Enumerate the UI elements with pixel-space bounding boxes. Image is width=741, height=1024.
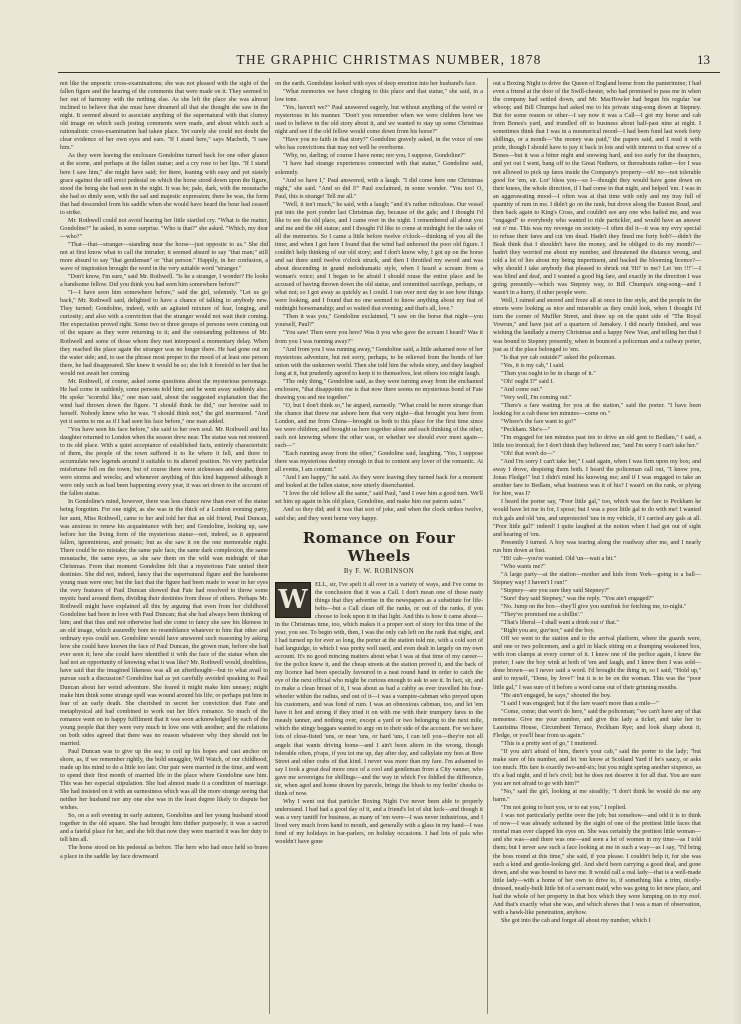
- paragraph: "Stepney—are you sure they said Stepney?": [501, 587, 610, 594]
- paragraph: And so they did; and it was that sort of joke, and when the clock strikes twelve, said she; and they went home very happy.: [275, 507, 483, 522]
- paragraph: Mr. Rothwell, of course, asked some questions about the mysterious personage. He had come in suddenly, some persons told him; and he went away suddenly also. He spoke "scornful like," one man said, about the suggested explanation that the wind had thrown down the figure. "I should think he did," our heroine said to herself. Nobody knew who he was. "I should think not," the girl murmured. "And yet it seems to me as if I had seen his face before," one man added.: [60, 378, 268, 425]
- paragraph: I was not particularly perlite over the job; but somehow—and odd it is to think of now—I was already softened by the sight of one of the prettiest little faces that mortal man ever clapped his eyes on. She was certainly the prettiest little woman—and she was—and there was one—and seen a lot of women in my time—as I told them; but I never saw such a face looking at me in such a way—as I say, "I'd bring the boss round at this time," she said, if you please. I couldn't help it, for she was such a kind and gentle-looking girl. And she'd been carrying a good deal, and gone down, and she was bound to have me. It would call a real lady—that is a well-made little lady—with a home of her own to drive to, if something like a trim, nicely-dressed, neatly-built little bit of a servant maid, who was going to let new place, and had the whole of her property in that box which they were lumping on to my roof. And that's exactly what she was, and which shows that I was a man of observation, with a hawk-like penetration, anyhow.: [493, 813, 701, 916]
- paragraph: "Come, come; that won't do here," said the policeman; "we can't have any of that nonsense. Give me your number, and give this lady a ticket, and take her to Lauristina House, Circumbent Terrace, Peckham Rye; and look sharp about it, Fledge, or you'll hear from us again.": [493, 708, 701, 739]
- paragraph: "No. Jump on the box—they'll give you sumfink for fetching me, to-night.": [501, 604, 687, 611]
- paragraph: "Well, it isn't much," he said, with a laugh; "and it's rather ridiculous. Our vessel put into the port yonder last Christmas day, because of the gale; and I thought I'd like to see the old place, and I came over in the night. I remembered all about you and me and the old statue; and I thought I'd like to come at midnight for the sake of all the memories. So I came a little before twelve o'clock—thinking of you all the time; and when I got here I found that the wind had unhorsed the poor old figure. I couldn't help thinking of our old story; and I don't know why, I got up on the horse and sat there until twelve o'clock struck, and then I throttled my sword and was about descending in grand melodramatic style, when I heard a scream from a woman's voice; and I began to be afraid I should rouse the entire place and be accused of having thrown down the old statue, and committed sacrilege, perhaps, or what not; so I got away as quickly as I could. I ran over next day to see how things were looking, and I found that no one seemed to know anything about my feat of midnight horsemanship; and so waited that evening; and that's all, love.": [275, 201, 483, 313]
- column-left: [60, 80, 268, 1016]
- paragraph: "I have had strange experiences connected with that statue," Gondoline said, solemnly.: [275, 161, 483, 176]
- story-opening: [275, 581, 483, 847]
- paragraph: "I—I have seen him somewhere before," said the girl, solemnly. "Let us go back," Mr. Rothwell said, delighted to have a chance of talking to anybody new. They turned; Gondoline, indeed, with an agitated mixture of fear, longing, and curiosity; and also with a conviction that the stranger would not wait their coming. Her expectation proved right. Some two or three groups of persons were coming out of the square as they were returning to it; and the outstanding politeness of Mr. Rothwell and some of those whom they met interposed a momentary delay. When they reached the place again the stranger was no longer there. He had gone out on the water side; and, to use the phrase most proper to the mood of at least one person there, he had disappeared. She knew it would be so; she felt it foretold to her that he would not await her coming.: [60, 290, 268, 377]
- column-right: [493, 80, 701, 1016]
- column-divider: [269, 78, 270, 1014]
- paragraph: "I said I was engaged; but if the fare wasn't more than a mile—": [501, 700, 659, 707]
- paragraph: "Then you ought to be in charge of it.": [501, 370, 596, 377]
- paragraph: "A large party—at the station—mother and kids from York—going to a ball—Stepney way! I haven't I run!": [493, 571, 701, 586]
- paragraph: Paul Duncan was to give up the sea; to coil up his hopes and cast anchor on shore, as, if we remember rightly, the bold smuggler, Will Watch, of our childhood, made up his mind to do a little too late. Our pair were married in the time, and went to spend their first month of married life in the place where Gondoline saw him. This was her especial stipulation. She had almost made it a condition of marriage. She had insisted on it with an earnestness which was all the more strange seeing that neither her husband nor any one else was in the least degree likely to dispute her wishes.: [60, 748, 268, 812]
- masthead-title: THE GRAPHIC CHRISTMAS NUMBER, 1878: [236, 52, 542, 67]
- column-middle: [275, 80, 483, 1016]
- paragraph: not like the unpoetic cross-examinations; she was not pleased with the sight of the fallen figure and the hearing of the comments that were made on it. They seemed to her out of harmony with the nothing else. As she left the place she was almost inclined to believe that she must have dreamed all that she thought she saw in the night. It seemed absurd to associate anything of the supernatural with that clumsy old image on which such jesting comments were made, and about which such a rationalistic cross-examination had taken place. Yet surely she could not doubt the clear evidence of her own eyes and ears. "If I stand here," says Macbeth, "I saw him.": [60, 81, 268, 152]
- paragraph: "That's liberal—I shall want a drink out o' that.": [501, 620, 619, 627]
- paragraph: "I love the old fellow all the same," said Paul, "and I owe him a good turn. We'll set him up again in his old place, Gondoline, and make him our patron saint.": [275, 491, 483, 506]
- paragraph: "Peckham. She's—": [501, 427, 551, 434]
- story-conclusion: [275, 80, 483, 523]
- paragraph: Why I went out that particler Boxing Night I've never been able to properly understand. I had had a good day of it, and a friend's lot of slut luck—and though it was a very tantiff for business, as many of 'em were—I was never industrious, and I lived very much from hand to mouth, and generally with a glass in my hand—I was fond of my holidays in bar-parlers, on holiday occasions. I had lots of pals who wouldn't have gone: [275, 798, 483, 846]
- paragraph: "Then it was you," Gondoline exclaimed, "I saw on the horse that night—you yourself, Paul?": [275, 314, 483, 329]
- paragraph: As they were leaving the enclosure Gondoline turned back for one other glance at the scene, and perhaps at the fallen statue; and a cry rose to her lips. "If I stand here I saw him," she might have said; for there, leaning with easy and yet stately grace against the still erect pedestal on which the horse stood down upon the figure, stood the being she had seen in the night. It was he; pale, dark, with the moustache she had so dimly seen, with the sad and majestic expression; there he was, the form that had descended from his saddle when she would have heard the hour had ceased to strike.: [60, 153, 268, 216]
- paragraph: "He ain't engaged, he says," shouted the boy.: [501, 692, 612, 699]
- paragraph: "Is that yer cab outside?" asked the policeman.: [501, 354, 616, 361]
- paragraph: Mr. Rothwell could not avoid hearing her little startled cry. "What is the matter, Gondoline?" he asked, in some surprise. "Who is that?" she asked. "Which, my dear—who?": [60, 217, 268, 240]
- paragraph: Well, I rained and snored and froze all at once in fine style, and the people in the streets were looking as nice and miserable as they could look, when I thought I'd turn the corner of Muffler Street, and draw up on the quiet side of "The Royal Vowrun," and have just arf a quartern of Jamakey. I did nearly finished, and was wishing the landlady a merry Christmas and a happy New Year, and telling her that I was bound to Stepney presently, when in bounced a policeman and a railway porter, just as if the place belonged to 'em.: [493, 298, 701, 353]
- paragraph: "Right you are, guv'nor," said the boy.: [501, 628, 595, 635]
- paragraph: "Very well, I'm coming out.": [501, 394, 572, 401]
- page-header: [58, 52, 720, 74]
- story-title: Romance on Four Wheels: [302, 528, 456, 565]
- paragraph: "O, but I don't think so," he argued, earnestly. "What could be more strange than the chance that threw me ashore here that very night—that brought you here from London, and me from China—brought us both to this place for the first time since we were children; and brought us here together alone and each thinking of the other, each not knowing where the other was, or whether we should ever meet again—each—": [275, 402, 483, 450]
- paragraph: "Hi! cab—you're wanted. Old 'un—wait a bit.": [501, 555, 617, 562]
- paragraph: "Why, no, darling; of course I have none; nor you, I suppose, Gondoline?": [283, 153, 466, 160]
- paragraph: "You saw! Then were you here? Was it you who gave the scream I heard? Was it from you I was running away?": [275, 330, 483, 345]
- paragraph: "And from you I was running away," Gondoline said, a little ashamed now of her mysterious adventure, but not sorry, perhaps, to be relieved from the bonds of her union with the unknown world. Then she told him the whole story, and they laughed long at it, but prudently agreed to keep it to themselves, lest others too might laugh.: [275, 346, 483, 377]
- paragraph: "And so have I," Paul answered, with a laugh. "I did come here one Christmas night," she said. "And so did I!" Paul exclaimed, in some wonder. "You too! O, Paul, this is strange! Tell me all.": [275, 177, 483, 200]
- paragraph: She got into the cab and forgot all about my number, which I: [501, 917, 651, 924]
- paragraph: "Who wants me?": [501, 563, 546, 570]
- paragraph: "Each running away from the other," Gondoline said, laughing. "Yes, I suppose there was mysterious destiny enough in that to content any lover of the romantic. At all events, I am content.": [275, 451, 483, 474]
- story-byline: By F. W. ROBINSON: [343, 566, 415, 575]
- paragraph: "There's a fare waiting for you at the station," said the porter. "I have been looking for a cab these ten minutes—come on.": [493, 402, 701, 417]
- paragraph: "Have you no faith in that story?" Gondoline gravely asked, in the voice of one who has convictions that may not well be overborne.: [275, 137, 483, 152]
- paragraph: "This is a pretty sort of go," I muttered.: [501, 740, 598, 747]
- paragraph: Presently I turned. A boy was tearing along the roadway after me, and I nearly run him down at fust.: [493, 539, 701, 554]
- paragraph: "If you ain't afraid of him, there's your cab," said the porter to the lady; "but make sure of his number, and let 'em know at Scotland Yard if he's saucy, or asks too much. His fare is exactly two-and-six; but you might spring another sixpence, as it's a bad night, and if he's civil; but he does not deserve it for all that. You are sure you are not afraid to go with him?": [493, 748, 701, 788]
- paragraph: Off we went to the station and to the arrival platform, where the guards were, and one or two policemen, and a girl in black sitting on a thumping weakened box, with iron clamps at every corner of it. I knew one of the perlice again, I knew the porter; I saw the boy wink at both of 'em and laugh, and I knew then I was sold—done brown—so I never said a word. I'd brought the thing in, so I said, "Hold up," and to myself, "Done, by Jove!" but it is to be on the woman. This was the "poor little gal," I was sure of it before a word came out of their grinning mouths.: [493, 636, 701, 691]
- paragraph: "I'm not going to hurt you, or to eat you," I replied.: [501, 805, 627, 812]
- paragraph: "You have seen his face before," she said to her own soul. Mr. Rothwell and his daughter returned to London when the season drew near. The statue was not restored to its old place. With a quiet acceptance of established facts, entirely characteristic of them, the people of the town suffered it to lie where it fell, and there to accumulate new legends around it suitable to its altered position. No very particular misfortune fell on the town; but of course there were sicknesses and deaths, there were storms and wrecks; and whenever anything of this kind happened although it were only such as had been happening every year, it was set down to the account of the fallen statue.: [60, 427, 268, 498]
- paragraph: "Yes, it is my cab," I said.: [501, 362, 565, 369]
- paragraph: "Oh! ought I?" said I.: [501, 378, 554, 385]
- paragraph: on the earth. Gondoline looked with eyes of deep emotion into her husband's face.: [275, 81, 477, 87]
- paragraph: "What memories we have clinging to this place and that statue," she said, in a low tone.: [275, 89, 483, 104]
- paragraph: "The only thing," Gondoline said, as they were turning away from the enchanted enclosure, "that disappoints me is that now there seems no mysterious bond of Fate drawing you and me together.": [275, 378, 483, 401]
- paragraph: "Where's the fare want to go?": [501, 418, 577, 425]
- paragraph: "That—that—stranger—standing near the horse—just opposite to us." She did not at first know what to call the intruder; it seemed absurd to say "that man;" still more absurd to say "that gentleman" or "that person." Happily, in her confusion, a wave of inspiration brought the word in the very suitable word "stranger.": [60, 241, 268, 273]
- paragraph: "And I'm sorry I can't take her," I said again, when I was firm upon my box; and away I drove, despising them both. I heard the policeman call out, "I know you, Jonas Fledge!" but I didn't mind his knowing me; and if I was engaged to take an another fare to Bedlam, what business was it of his? I wasn't on the rank, or plying for hire, was I?: [493, 459, 701, 498]
- paragraph: "Don't know, I'm sure," said Mr. Rothwell. "Is he a stranger, I wonder? He looks a handsome fellow. Did you think you had seen him somewhere before?": [60, 274, 268, 289]
- paragraph: ELL, sir, I've spelt it all over in a variety of ways, and I've come to the conclusion that it was a Call. I don't mean one of those nasty things that they advertise in the newspapers as a substitute for life-belts—but a Call clean off the ranks, or out of the ranks, if you choose to look upon it in that light. And this is how it came about—in the Christmas time, too, which makes it a proper sort of story for this time of the year, you see. To begin with, then, I was the only cab left on the rank that night, and I had turned up for ever so long, the porter at the station told me, with a cold sort of bad languidge, to which I was pretty well used, and even dealt in largely on my own account. It's no good mincing matters about what I was at that time of my career—for the police knew it, and the cheap streets at the station proved it, and the back of my licence had been specially favoured in a neat round hand in order to catch the eye of the next official who might be curious enough to ask to see it. In fact, sir, and to make a clean breast of it, I was about as bad a cabby as ever travelled his four-wheeler within the radius, and out of it—I was a vampire-cabman who preyed upon his customers, and was fond of rum. I was an obnoxious cabman, too, and let 'em have it hot and strong if they tried it on with me with their trumpery fares to the measly tanner, and nothing over, except a yard or two belonging to the next mile, which the stingy beggars wanted to argy on to their side of the account. For we have lots of close-fisted 'uns, or near 'uns, or hard 'uns, I can tell you—they're not all angels that wants driving home—and I ain't been altern in the wrong, though tolerable often, p'raps, if you tot me up, day after day, and calkylate my fees at Bow Street and other crabs of that kind. I never was more than my fare. I'm ashamed to say I took a great deal more once of a cool and gentleman from a City vanner, who gave me sovereigns for shillings—and the way in which I've fiddled the difference, sir, when aged and home drawn by parcels, brings the blush to my feelin' cheeks to think of now.: [275, 581, 483, 797]
- paragraph: "And I am happy," he said. As they were leaving they turned back for a moment and looked at the fallen statue, now utterly disenchanted.: [275, 475, 483, 490]
- page-number: 13: [697, 52, 710, 67]
- paragraph: "And come out.": [501, 386, 543, 393]
- paragraph: "They've promised me a shillin'.": [501, 612, 583, 619]
- page-edge-shadow: [731, 0, 741, 1024]
- paragraph: "Sure! they said Stepney," was the reply. "You ain't engaged?": [501, 596, 654, 602]
- paragraph: In Gondoline's mind, however, there was less chance now than ever of the statue being forgotten. For one night, as she was in the thick of a London evening party, her aunt, Miss Rothwell, came to her and told her that an old friend, Paul Duncan, was anxious to renew his acquaintance with her; and Gondoline, looking up, saw before her the living form of the mysterious statue—not, indeed, as it appeared fallen, ignominious, and prosaic; but as she saw it on the one memorable night. There could be no mistake; the same pale face, the same dark complexion, the same moustache, the same eyes, as she saw them on the wild wan midnight of that Christmas. From that moment Gondoline felt that a mysterious Fate united their destinies. She did not, indeed, fancy that the supernatural figure and the handsome young man were one; but the fact that the figure had been made to wear in her eyes the very features of Paul Duncan showed that Fate had resolved to throw some mystic band around them, dividing their destinies from those of others. Perhaps Mr. Rothwell might have explained all this by arguing that even from her childhood Gondoline had been in love with Paul Duncan; that she had always been thinking of him; and that thus and not otherwise had she come to fancy she saw his likeness in an old image, which assuredly bore no resemblance whatever to him that other and ordinary eyes could see. Gondoline would have answered such reasoning by asking how she could have known the face of Paul Duncan, the grown man, before she had ever seen it; how she could have identified it with the face of the statue when she had not an opportunity of knowing what it was like? Mr. Rothwell would, doubtless, have said that the imagined likeness was all an afterthought—but to what avail to pursue such a discussion? Gondoline had as yet carefully avoided speaking to Paul Duncan about her weird adventure. She feared it might make him uneasy; might make him think some strange spell was wound around his life; or perhaps put him in fear of an early death. She cherished in secret her conviction that Fate and metaphysical aid had combined to work out her life's romance. So much of the romance went on to happy fulfilment that it was soon acknowledged by each of the young people that they were very much in love one with another; and the relations on both sides agreed that there was no reason whatever why they should not be married.: [60, 499, 268, 747]
- drop-cap-initial: W: [275, 582, 311, 618]
- paragraph: "Yes, haven't we?" Paul answered eagerly, but without anything of the weird or mysterious in his manner. "Don't you remember when we were children how we used to believe in the old story about it, and we wanted to stay up some Christmas night and see if the old fellow would come down from his horse?": [275, 105, 483, 136]
- column-divider: [487, 78, 488, 1014]
- paragraph: out a Boxing Night to drive the Queen of England home from the panterimine; I had even a friend at the door of the Swill-chester, who had promised to pass me in when the company had settled down, and Mr. MacHowler had begun his regular 'ear whoop; and Bill Chumpa had asked me to his private sing-song down at Stepney. But for some reason or other—I say now it was a Call—I got my horse and cab from Bones's yard, and trundled off to business about half-past nine at night. I sometimes think that I was in a mesmerical mood—I had been fond last week forty shillings, or a month—"the money was paid," the papers said, and I read it with pride, though I should have to pay it back in lots and with interest to that screw of a Bones—but it was a bitter night and snowing hard, and too early for the theayters, and yet out I went, bang off to the Great Nuthern, or thereabouts rather—for I was not allowed to pick up fares inside the Company's property—oh! no—not tolerable good for 'em, sir. Lor' bless you—so I—thought they would have gone down on their knees, the whole direction, if I had come in that night, and helped 'em. I was in an aggerawating mood—I often was at that time with only and my tray full of quantity of rum in me. I didn't go on the rank, but drove along the Euston Road, and then back again to King's Cross, and couldn't see any one who hailed me, and was "engaged" to everybody who wanted to ride partickler, and would have an answer out o' me. This was my revenge on society—I often did it—it was my evry special to refuse their fares and cut 'em dead. Hadn't they fined me forty bob?—didn't the Beak think that I shouldn't have the money, and be obliged to do my month?—hadn't they worried me about my number, and threatened the distance wrong, and told a lot of lies about my being impertinent, and backed the blooming licence?—why should I take anybody that pleased to shriek out 'Hi!' to me? Let 'em !!!"—I was blind and deaf, and I wanted a good big fare, and exactly in the direction I was going presently—which was Stepney way, to Bill Chumpa's sing-song—and I wasn't in a hurry, if other people were.: [493, 81, 701, 297]
- paragraph: I heard the porter say, "Poor little gal," too, which was the fare to Peckham he would have let me in for, I spose; but I was a poor little gal to do with me! I wanted rich gals and old 'uns, and unprotected 'uns in my vehicle, if I carried any gals at all. "Poor little gal!" indeed! I quite laughed at the notion when I had got out of sight and hearing of 'em.: [493, 499, 701, 538]
- header-rule: [58, 72, 720, 73]
- paragraph: "I'm engaged for ten minutes past ten to drive an old gent to Bedlam," I said, a little too ironical; for I don't think they believed me; "and I'm sorry I can't take her.": [493, 435, 701, 450]
- paragraph: So, on a soft evening in early autumn, Gondoline and her young husband stood together in the old square. She had brought him thither purposely; it was a sacred and a fateful place for her, and she felt that now they were married it was her duty to tell him all.: [60, 813, 268, 844]
- paragraph: The horse stood on his pedestal as before. The hero who had once held so brave a place in the saddle lay face downward: [60, 845, 268, 860]
- paragraph: "Oh! that won't do—": [501, 451, 556, 458]
- paragraph: "No," said the girl, looking at me steadily; "I don't think he would do me any harm.": [493, 789, 701, 804]
